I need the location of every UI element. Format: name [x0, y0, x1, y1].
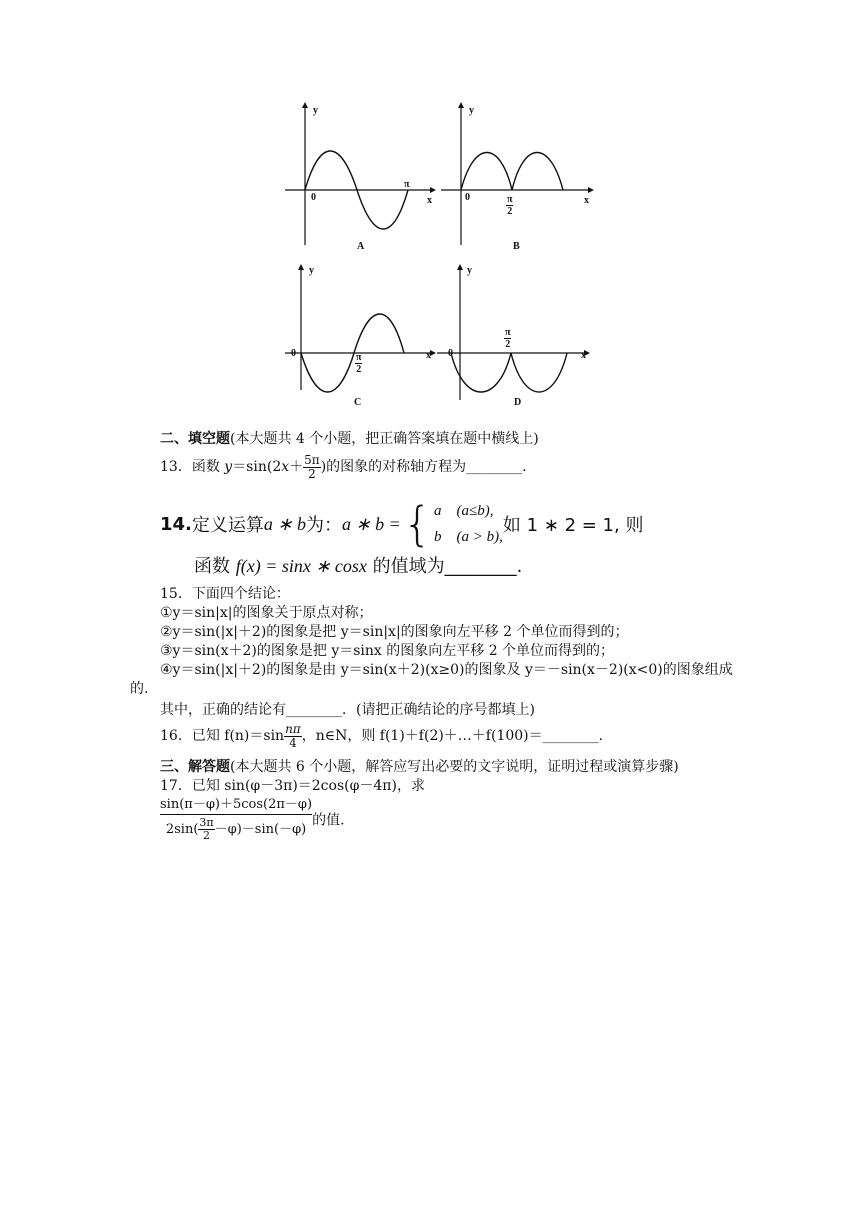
brace-icon: {: [402, 497, 432, 551]
q13-x: x: [281, 459, 290, 475]
q14-blank: ________: [444, 556, 517, 577]
q14-line2b: 的值域为: [366, 556, 445, 577]
q15-statement-4: ④y＝sin(|x|＋2)的图象是由 y＝sin(x＋2)(x≥0)的图象及 y＝－sin(x－2)(x<0)的图象组成: [160, 662, 733, 678]
q14-fx: f(x) = sinx ∗ cosx: [235, 556, 367, 576]
q14-op: a ∗ b: [263, 513, 306, 534]
q15-statement-4-cont: 的.: [130, 681, 149, 697]
half-pi-tick: $\frac{\pi}{2}$: [356, 352, 362, 375]
q13-post: )的图象的对称轴方程为: [320, 459, 467, 475]
q14-end: .: [516, 556, 523, 577]
q14-number: 14.: [160, 513, 192, 535]
origin-label: 0: [311, 192, 316, 203]
y-label: y: [467, 265, 472, 276]
pi-tick: π: [404, 179, 410, 190]
q15-statement-1: ①y＝sin|x|的图象关于原点对称；: [160, 605, 373, 621]
question-14: [160, 498, 643, 578]
q16-pre: 16．已知 f(n)＝sin: [160, 728, 285, 744]
q16-post: ，n∈N，则 f(1)＋f(2)＋…＋f(100)＝________.: [301, 728, 604, 744]
q13-end: .: [522, 459, 527, 475]
half-pi-tick: $\frac{\pi}{2}$: [505, 327, 511, 350]
x-label: x: [584, 195, 589, 206]
graph-d-label: D: [514, 397, 522, 408]
q16-fraction: $\frac{n\pi}{4}$: [285, 721, 301, 750]
q17-head: 17．已知 sin(φ－3π)＝2cos(φ－4π)，求: [160, 778, 425, 794]
section-3-desc: (本大题共 6 个小题，解答应写出必要的文字说明，证明过程或演算步骤): [230, 759, 679, 775]
q13-blank: ________: [466, 459, 523, 475]
q14-def: a ∗ b =: [341, 513, 401, 534]
q15-statement-3: ③y＝sin(x＋2)的图象是把 y＝sinx 的图象向左平移 2 个单位而得到的；: [160, 643, 615, 659]
q17-expression: [160, 796, 345, 845]
q15-ask: 其中，正确的结论有________．(请把正确结论的序号都填上): [160, 702, 535, 718]
graph-d: [434, 260, 594, 410]
graph-a: [280, 100, 440, 250]
half-pi-tick: $\frac{\pi}{2}$: [507, 194, 513, 217]
q13-eq: ＝sin(2: [232, 459, 282, 475]
q14-text2: 为：: [305, 515, 342, 536]
y-label: y: [469, 105, 474, 116]
graph-c: [280, 260, 440, 410]
graph-a-label: A: [357, 241, 365, 252]
x-label: x: [581, 350, 586, 361]
origin-label: 0: [465, 192, 470, 203]
y-label: y: [309, 265, 314, 276]
section-3-heading: [160, 758, 679, 776]
q17-numerator: sin(π－φ)＋5cos(2π－φ): [160, 796, 312, 815]
q13-pre: 13．函数: [160, 459, 225, 475]
q17-denominator: 2sin( $\frac{3\pi}{2}$ －φ)－sin(－φ): [165, 816, 307, 842]
question-16: [160, 720, 603, 752]
graph-b: [438, 100, 598, 250]
graph-c-label: C: [354, 397, 362, 408]
origin-label: 0: [291, 348, 296, 359]
section-2-desc: (本大题共 4 个小题，把正确答案填在题中横线上): [230, 431, 539, 447]
q15-statement-2: ②y＝sin(|x|＋2)的图象是把 y＝sin|x|的图象向左平移 2 个单位而得到的；: [160, 624, 629, 640]
q13-fraction: $\frac{5\pi}{2}$: [304, 452, 320, 481]
q17-tail: 的值.: [312, 812, 345, 829]
q14-cases: a (a≤b), b (a > b),: [434, 503, 503, 545]
section-2-heading: [160, 430, 539, 448]
q15-head: 15．下面四个结论：: [160, 586, 290, 602]
y-label: y: [313, 105, 318, 116]
q13-y: y: [224, 459, 233, 475]
x-label: x: [426, 350, 431, 361]
q14-line2a: 函数: [194, 556, 236, 577]
q14-text3: 如 1 ∗ 2 = 1, 则: [502, 515, 644, 536]
q14-text1: 定义运算: [191, 515, 264, 536]
x-label: x: [427, 195, 432, 206]
graph-b-label: B: [513, 241, 520, 252]
q13-plus: ＋: [289, 459, 304, 475]
origin-label: 0: [448, 348, 453, 359]
section-3-title: 三、解答题: [160, 759, 230, 775]
section-2-title: 二、填空题: [160, 431, 230, 447]
question-13: [160, 452, 527, 482]
